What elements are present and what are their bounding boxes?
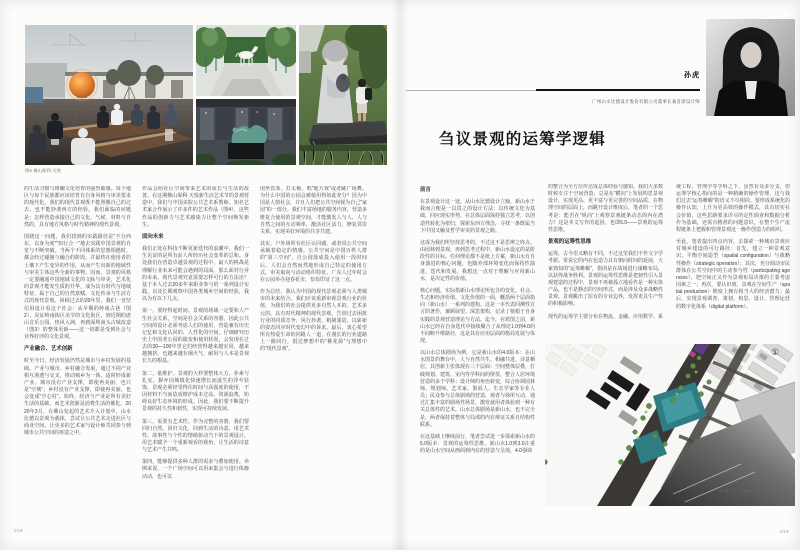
left-column-2 xyxy=(142,186,249,538)
body-paragraph: 围绕这一问题，我们找到的实践路径是“不分西东，以身为度”“知行合一”地去实践中国景观的自觉与不断突破。当两个不同体系的思想相遇时，都会经过碰撞与融合的阶段，并最终在使用者的土壤下产生变异的作用，从而产生出新的地域性与审美主体这些全新的事物。因而，景观的风格一定要融通中国地域文化的文脉与审美，艺术化的景观才能发生质的升华，成为具有时代与地域特征、属于自己的自然禀赋、文化传承与生活方式的现代景观。回顾过去的20年里，我们一直坚信用设计看这个社会：从早期的岭南古巷（图2），见证岭南街区美学的文化街区，到近期的唐山音乐公园、热风入洲，再到深圳南头古城改造（图3）的整体更新——这一切都是受到社会与业界好评的文化景观。 xyxy=(24,233,131,341)
header-rule-thick xyxy=(536,89,700,91)
body-paragraph: 的整合为全方位传达成总体经验与感知。我们大多数时候专注于空间营造，总是在“横向”上发展构思景观设计，实现更高、更丰富与更完善的空间品质。在物理空间的层面上，而跳开设计维度后，笔者的一个思考是：能否在“纵向”上观察景观链条动态的内在潜力？这是本文写作的起因，也即5.0——景观的运筹性思维。 xyxy=(548,184,663,233)
subheading-operational-thinking: 景观的运筹性思维 xyxy=(548,239,592,246)
body-paragraph: 围坐饮茶、打太极、唱“地方戏”或者跳广场舞。为什么中国的公园会被使用得如此充分？因为中国是人情社会，并且人们把公共空间视为自己“家园”的一部分。我们丰富场地的服务内容，营造多维复合使用的景观空间，才能激发人与人、人与自然之间的互动频率，激活社区活力，修复邻里关系，实现美好环境的共享共建。 xyxy=(260,186,367,235)
photo-girl-graphic xyxy=(299,25,387,165)
body-paragraph: 在景观设计这一途，从山水比德设计立轴，新山水于我而言便是一以贯之的设计方法：以传统文化为基础，回应现实形势，在总体层面保持独立思考，以创造性转化为依归，探索东西方理念，寻找一条既属当下中国又触及哲学审美的景观之路。 xyxy=(420,199,535,234)
body-paragraph: 核心问题，实际指新山水理论所包含的变化、社会、生态和经济价值、文化价值的一面，概括两个层面指向（新山水）一系列的建构。这是一本代表回溯性宣言的著作，兼顾展望、深思架构，记录了植根于自身实践的景观营造理论与方法。迄今，在蓝图之前，新山水已经在自身迭代中接续聚合了从理论1.0到4.0的不间断升维路径，这是其在应用层面的格局发展与体现。 xyxy=(420,287,535,344)
body-paragraph: 运筹，古今语义略有不同，不过这里我们不作文字学考据。常说它的内在包造力具有朝向时间的延展，大家熟知的“运筹帷幄”，指的是在战场进行谋略布局，以获得战争胜利。景观的运筹性思维是把韧性引入景观建造的过程中，景观不再被孤立地看作是一种实体产品，也不是静态的空间形式，而是涉及众多战略性景观。景观跳出了原有的专业边界，发挥更具生产性的积极影响。 xyxy=(548,251,663,308)
plan-number-marker: ① xyxy=(771,347,780,357)
header-rule-thin xyxy=(406,90,536,91)
body-paragraph: 第二，低维护。景观的大样要整体大方、朴素与扎实。摒弃因城镇化快速增长而滋生的浮夸装饰，景观必须经受得住时间与高强度的使用，不因材料不当而造成维护成本过高、资源浪费，妨碍良好生态环境的形成。因此，我们要不断提升景观的持久性和韧性，实现可持续发展。 xyxy=(142,370,249,413)
right-column-2 xyxy=(548,184,663,340)
author-portrait-graphic xyxy=(706,19,795,116)
body-paragraph: 在这基础上继续前行，笔者尝试进一步探索新山水的5.0版本：景观的运筹性思维。新山水1.0到3.0注重的是山水空间从画面到内在的营造与呈现，4.0强调 xyxy=(420,433,535,455)
body-paragraph: 其实，户外场所有社区认同感，或者说公共空间承载着稳定的情感。公共空间是中国百姓人群的“第三空间”，自公园落成投入使用一段时间后，人们会自然而然地形成自己特定的使用方式、审美取向与活动组织特征，广东人过年时会在公园举办迎春花市，恰恰印证了这一点。 xyxy=(260,241,367,283)
photo-girl-sculpture xyxy=(299,25,387,165)
right-column-1 xyxy=(420,184,535,540)
photo-horse-graphic xyxy=(196,25,296,96)
body-paragraph: 时至今日，经济发展仍然是城市与乡村发展的基础。产业与城市、乡村融合发展，通过不同产业相互渗透与交叉，推动城乡为一体，适时形成新产业。城市没有产业支撑，即使再美丽，也只是“空城”；乡村没有产业支撑，即使再美丽，也会变成“空心村”。始终，经济与产业是所有美好生活的基础，而艺术创新是消费生活的催化。2020年3月，在佛山发起的艺术介入计划中，山水比德以景观为载体，尝试让公共艺术走进社区与商业空间，让更多的艺术家与设计师共同参与到城市公共空间的再造之中。 xyxy=(24,358,131,436)
body-paragraph: 的生活习惯与斑斓文化培育的强烈敏感。每个地区与每个民族都应该培育有自身风格与审美要求的现代化。我们的现代景观既不能照搬自己的过去，也不能抄袭西方的经验。我们面临的问题是：怎样营造承接自己的文化、气候、材料与自然的，具有地方风格与时代精神的现代景观。 xyxy=(24,186,131,228)
page-number-left: 018 xyxy=(14,528,24,533)
body-paragraph: 我们正处在科技不断更新迭代的浪潮中，我们一生见证的是所有前人所经历社会变革的总和。身处我们在营造卓越景观的过程中，最大的挑战是理解行业未来可能会遇到的局面。那么面对行业的未来，现代景观究竟需要怎样可行的方法论？基于本人过去20多年来职业参与的一系列设计实践，以及长期观察中国各类城乡空间的经验，我以为有以下几点。 xyxy=(142,246,249,303)
body-paragraph: 第一，要经得起时间。景观的场域一定要和人产生社会关系，空间是社会关系的容器，因此公共空间的设计必须考虑人们的使用，营造兼有历史记忆和文化认同的、人性化的空间。仔细研究历史上中国老公园的演变和使用状况，会发现在过去的30—100年里它们经营得越来越实用，越来越拥挤，也越来越有烟火气，耐用与人本是景观长久的根基。 xyxy=(142,308,249,365)
author-affiliation: 广州山水比德设计股份有限公司董事长兼首席设计师 xyxy=(592,99,700,104)
subheading-future: 面向未来 xyxy=(142,233,164,240)
body-paragraph: 以山水总体剧场为例，它是新山水的4.0版本：在山水图景的舞台中，人与自然共生、相融共进、诗意栖居。其创新主张体现在三个层面：空间整体层叠，打破规划、建筑、室内等学科间的壁垒，整合人居环境营造的多个学科；设计师的角色转变，综合协调园林师、规划师、艺术家、策展人、生态学家等专业人员；民众参与总体剧场的营造，观者与场所互动，通过汇集丰富的剧场性场景，激发使用者体验到一种有关总体性的艺术。山水总体剧场是新山水，也不完全是，两者保持着整体与局部的内在辩证关系且结构性联系。 xyxy=(420,350,535,428)
left-column-1 xyxy=(24,186,131,538)
photo-bear-graphic xyxy=(196,99,296,165)
photo-plaza-dusk-graphic xyxy=(25,25,193,165)
right-page xyxy=(400,0,800,550)
body-paragraph: 这成为我们所坚持思考的，不过这不是思辨之终点。由园林到景观，再到思考过程中，新山水设定的是阶段性的目标。任何理论都不是纸上方案，新山水有自身演进的核心问题，也随外部环境变化而保持性演进、迭代和发展。我想这一点对于理解与应用新山水，是决定性的价值。 xyxy=(420,239,535,282)
body-paragraph: 第三，需要有艺术性。作为完整的容器，我们要回归自然、回归文化、回到生活的诗意，用艺术性、故事性与个性的情绪驱动当下的景观设计，用艺术赋予一个重新观看的视角，让生活的诗意与艺术产生共鸣。 xyxy=(142,418,249,454)
plan-scale-bar: 0 5 10 25m xyxy=(719,489,753,493)
body-paragraph: 至此，笔者提出四点内容，去探索一种城市景观应对城乡建设的可行路径：首先，建立一种景观意识，平衡空间造型（spatial configuration）与战略性操作（strategic operation）；其次，充分调动市民群体在公共空间中的主动参与性（participating agencies），把空间正义作为景观布局决策的主要考虑因素之一；再次，要认识到，景观在空间生产（spatial production）维度上拥有相当大的经济潜力；最后，实现景观调查、策划、构思、设计、管理运营的数字化体系（digital platform）。 xyxy=(676,239,790,310)
photo-bear-sculpture xyxy=(196,99,296,165)
article-title: 刍议景观的运筹学逻辑 xyxy=(439,131,607,148)
author-portrait xyxy=(706,19,795,116)
plan-caption: 旧村改造项目总平面图 xyxy=(715,497,757,502)
author-name: 孙虎 xyxy=(684,72,700,79)
body-paragraph: 统工程、管理学等学科之下，虽然有众多分支，但运筹学核心指向的是一种精确的操作管理，这与我们过去“运筹帷幄”的语义不尽相同。要形成系统化的操作认知，上升为更高效的操作模式，具有切实社会价值，这些思路要求详尽的定性调查和数据分析作为基础，还需有精准的问题意识，在整个生产流程链条上把握和管理景观这一操作创造力的组织。 xyxy=(676,184,790,233)
body-paragraph: 作品会给社区空间带来艺术的成长与生活的改善。在这期佛山保利·天悦新生活艺术节的景观营造中，我们与中国美院公共艺术系教师、知名艺术家合作展示了许多件的艺术作品（图4），这些作品的创新力与艺术感染力让整个空间焕发新生。 xyxy=(142,186,249,228)
subheading-industry-art: 产业融合、艺术创新 xyxy=(24,346,73,353)
photo-horse-sculpture xyxy=(196,25,296,96)
masterplan-image xyxy=(545,344,795,506)
masterplan-graphic xyxy=(545,344,795,506)
photo-plaza-dusk xyxy=(25,25,193,165)
figure-caption: 图4 佛山保利·天悦 xyxy=(25,168,62,173)
girl-statue-shape xyxy=(317,40,353,123)
left-column-3 xyxy=(260,186,367,538)
page-number-right: 019 xyxy=(780,529,790,534)
subheading-preface: 前言 xyxy=(420,187,431,193)
body-paragraph: 第四，能够提供多种人群的需求与叠加使用。举例来说，一个广场空间可以用来集会与进行体操活动，也可以 xyxy=(142,459,249,480)
body-paragraph: 现代的运筹学主要分布在物流、金融、应用数学、系 xyxy=(548,313,663,320)
body-paragraph: 作为总结，我认为中国的现代景观必须与人类城市的未来结合。我们应该重新审视景观行业的价值，为我们的社会提供更多自然人本的、艺术多元的、具有时代精神的现代景观，告别过去困扰行业的同质竞争、风行抄袭、粗制滥造，以崭新的姿态回应时代变幻中的诉求。最后，衷心希望所有热爱生命的同路人一道，在漫长的行业道路上一路同行，抵达梦想中的“桃花源”与理想中的“现代景观”。 xyxy=(260,289,367,353)
right-column-3 xyxy=(676,184,790,346)
